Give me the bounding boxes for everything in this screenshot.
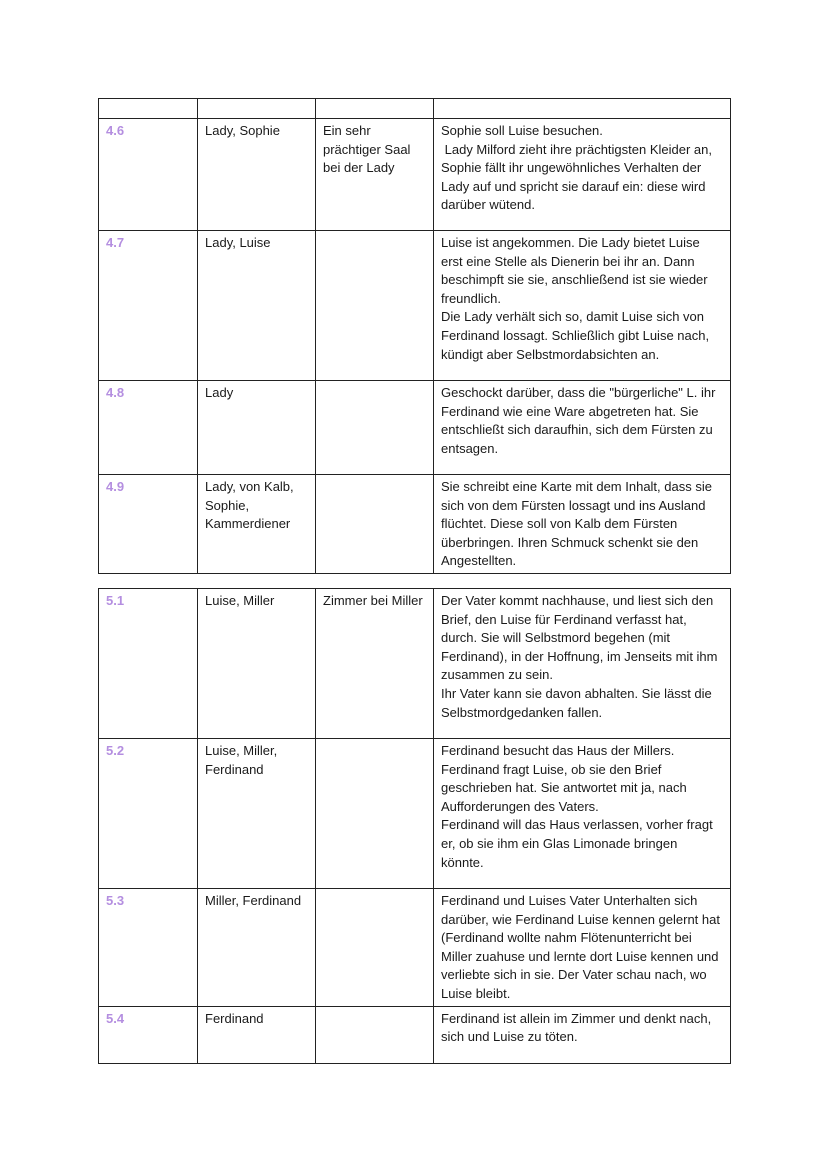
content-cell — [434, 381, 731, 475]
persons-cell: Ferdinand — [198, 1006, 316, 1063]
content-paragraph: Luise ist angekommen. Die Lady bietet Luise erst eine Stelle als Dienerin bei ihr an. Dann beschimpft sie sie, anschließend ist sie wieder freundlich. — [441, 235, 708, 306]
place-cell — [316, 739, 434, 889]
content-cell — [434, 99, 731, 119]
content-cell — [434, 231, 731, 381]
content-paragraph: Die Lady verhält sich so, damit Luise sich von Ferdinand lossagt. Schließlich gibt Luise nach, kündigt aber Selbstmordabsichten an. — [441, 309, 710, 362]
table-row — [99, 231, 731, 381]
content-paragraph: Sie schreibt eine Karte mit dem Inhalt, dass sie sich von dem Fürsten lossagt und ins Ausland flüchtet. Diese soll von Kalb dem Fürsten überbringen. Ihren Schmuck schenkt sie den Angestellten. — [441, 479, 712, 569]
content-paragraph: Ferdinand will das Haus verlassen, vorher fragt er, ob sie ihm ein Glas Limonade bringen könnte. — [441, 817, 713, 870]
scene-cell — [99, 889, 198, 1007]
table-row — [99, 475, 731, 574]
table-row — [99, 739, 731, 889]
place-cell: Zimmer bei Miller — [316, 589, 434, 739]
scene-cell — [99, 1006, 198, 1063]
scene-cell — [99, 99, 198, 119]
persons-cell: Miller, Ferdinand — [198, 889, 316, 1007]
content-cell — [434, 589, 731, 739]
scene-table-act-5 — [98, 588, 731, 1064]
content-cell — [434, 119, 731, 231]
scene-number: 5.3 — [106, 893, 125, 908]
content-paragraph: Ihr Vater kann sie davon abhalten. Sie lässt die Selbstmordgedanken fallen. — [441, 685, 712, 720]
table-row — [99, 589, 731, 739]
content-paragraph: Lady Milford zieht ihre prächtigsten Kleider an, Sophie fällt ihr ungewöhnliches Verhalten der Lady auf und spricht sie darauf ein: diese wird darüber wütend. — [441, 141, 716, 213]
content-cell — [434, 475, 731, 574]
scene-cell — [99, 739, 198, 889]
persons-cell — [198, 99, 316, 119]
scene-cell — [99, 119, 198, 231]
place-cell — [316, 475, 434, 574]
place-cell — [316, 889, 434, 1007]
content-cell — [434, 1006, 731, 1063]
place-cell — [316, 1006, 434, 1063]
table-row — [99, 889, 731, 1007]
table-body — [99, 589, 731, 1064]
scene-number: 5.2 — [106, 743, 125, 758]
persons-cell: Lady, von Kalb, Sophie, Kammerdiener — [198, 475, 316, 574]
place-cell: Ein sehr prächtiger Saal bei der Lady — [316, 119, 434, 231]
persons-cell: Lady — [198, 381, 316, 475]
persons-cell: Luise, Miller — [198, 589, 316, 739]
table-row — [99, 1006, 731, 1063]
scene-cell — [99, 475, 198, 574]
table-row — [99, 99, 731, 119]
scene-number: 4.6 — [106, 123, 125, 138]
scene-table-act-4 — [98, 98, 731, 574]
scene-cell — [99, 589, 198, 739]
content-paragraph: Sophie soll Luise besuchen. — [441, 123, 603, 138]
table-body — [99, 99, 731, 574]
scene-number: 5.1 — [106, 593, 125, 608]
place-cell — [316, 231, 434, 381]
persons-cell: Luise, Miller, Ferdinand — [198, 739, 316, 889]
table-row — [99, 381, 731, 475]
scene-number: 4.8 — [106, 385, 125, 400]
scene-number: 4.7 — [106, 235, 125, 250]
place-cell — [316, 381, 434, 475]
persons-cell: Lady, Luise — [198, 231, 316, 381]
content-paragraph: Geschockt darüber, dass die "bürgerliche" L. ihr Ferdinand wie eine Ware abgetreten hat. Sie entschließt sich daraufhin, sich dem Fürsten zu entsagen. — [441, 385, 716, 456]
content-paragraph: Ferdinand ist allein im Zimmer und denkt nach, sich und Luise zu töten. — [441, 1010, 712, 1045]
scene-cell — [99, 381, 198, 475]
content-paragraph: Ferdinand und Luises Vater Unterhalten sich darüber, wie Ferdinand Luise kennen gelernt hat (Ferdinand wollte nahm Flötenunterricht bei Miller zuahuse und lernte dort Luise kennen und verliebte sich in sie. Der Vater schau nach, wo Luise bleibt. — [441, 893, 720, 1001]
scene-cell — [99, 231, 198, 381]
content-paragraph: Ferdinand besucht das Haus der Millers. Ferdinand fragt Luise, ob sie den Brief geschrieben hat. Sie antwortet mit ja, nach Aufforderungen des Vaters. — [441, 743, 687, 814]
place-cell — [316, 99, 434, 119]
persons-cell: Lady, Sophie — [198, 119, 316, 231]
table-row — [99, 119, 731, 231]
content-paragraph: Der Vater kommt nachhause, und liest sich den Brief, den Luise für Ferdinand verfasst hat, durch. Sie will Selbstmord begehen (mit Ferdinand), in der Hoffnung, im Jenseits mit ihm zusammen zu sein. — [441, 593, 718, 683]
content-cell — [434, 739, 731, 889]
content-cell — [434, 889, 731, 1007]
scene-number: 4.9 — [106, 479, 125, 494]
scene-number: 5.4 — [106, 1010, 125, 1026]
